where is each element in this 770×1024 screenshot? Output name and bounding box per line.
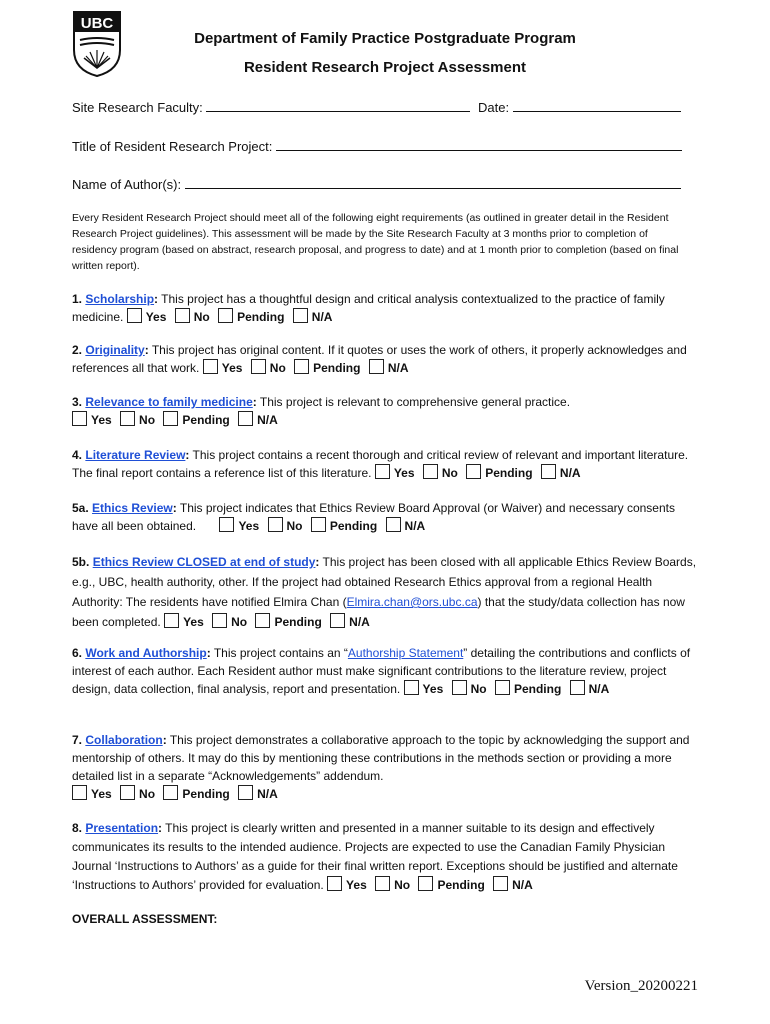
options-3: Yes No Pending N/A bbox=[72, 413, 283, 427]
na-checkbox[interactable] bbox=[570, 680, 585, 695]
yes-checkbox[interactable] bbox=[72, 411, 87, 426]
requirement-1: 1. Scholarship: This project has a thoughtful design and critical analysis contextualized to the practice of family medicine. Yes No Pending N/A bbox=[72, 292, 665, 324]
yes-checkbox[interactable] bbox=[327, 876, 342, 891]
site-faculty-input[interactable] bbox=[206, 99, 470, 112]
no-checkbox[interactable] bbox=[251, 359, 266, 374]
pending-checkbox[interactable] bbox=[311, 517, 326, 532]
pending-checkbox[interactable] bbox=[495, 680, 510, 695]
no-checkbox[interactable] bbox=[120, 411, 135, 426]
na-checkbox[interactable] bbox=[386, 517, 401, 532]
overall-assessment-heading: OVERALL ASSESSMENT: bbox=[72, 912, 218, 926]
no-checkbox[interactable] bbox=[120, 785, 135, 800]
date-label: Date: bbox=[478, 100, 510, 115]
ethics-review-link[interactable]: Ethics Review bbox=[92, 501, 173, 515]
scholarship-link[interactable]: Scholarship bbox=[85, 292, 155, 306]
requirement-2: 2. Originality: This project has original content. If it quotes or uses the work of others, it properly acknowledges and references all that work. Yes No Pending N/A bbox=[72, 343, 687, 375]
requirement-6: 6. Work and Authorship: This project contains an “Authorship Statement” detailing the contributions and conflicts of interest of each author. Each Resident author must make significant contributions to the literature review, project design, data collection, final analysis, report and presentation. Yes No Pending N/A bbox=[72, 646, 691, 696]
yes-checkbox[interactable] bbox=[72, 785, 87, 800]
pending-checkbox[interactable] bbox=[163, 785, 178, 800]
pending-checkbox[interactable] bbox=[255, 613, 270, 628]
authors-row bbox=[72, 176, 681, 192]
yes-checkbox[interactable] bbox=[127, 308, 142, 323]
version-label: Version_20200221 bbox=[584, 978, 698, 994]
options-6: Yes No Pending N/A bbox=[404, 682, 615, 696]
options-2: Yes No Pending N/A bbox=[203, 361, 414, 375]
requirement-4: 4. Literature Review: This project contains a recent thorough and critical review of relevant and important literature. The final report contains a reference list of this literature. Yes No Pending N/A bbox=[72, 448, 689, 480]
na-checkbox[interactable] bbox=[493, 876, 508, 891]
requirement-5a: 5a. Ethics Review: This project indicates that Ethics Review Board Approval (or Waiver) and necessary consents have all been obtained. Yes No Pending N/A bbox=[72, 501, 675, 533]
options-5a: Yes No Pending N/A bbox=[219, 519, 430, 533]
options-5b: Yes No Pending N/A bbox=[164, 615, 375, 629]
no-checkbox[interactable] bbox=[212, 613, 227, 628]
no-checkbox[interactable] bbox=[175, 308, 190, 323]
site-faculty-row bbox=[72, 99, 681, 115]
options-8: Yes No Pending N/A bbox=[327, 878, 538, 892]
authors-input[interactable] bbox=[185, 176, 681, 189]
na-checkbox[interactable] bbox=[293, 308, 308, 323]
requirement-8: 8. Presentation: This project is clearly written and presented in a manner suitable to its design and effectively communicates its results to the intended audience. Projects are expected to use the Canadian Family Physician Journal ‘Instructions to Authors’ as a guide for their final written report. Exceptions should be justified and alternate ‘Instructions to Authors’ provided for evaluation. Yes No Pending N/A bbox=[72, 821, 678, 892]
date-input[interactable] bbox=[513, 99, 681, 112]
na-checkbox[interactable] bbox=[238, 785, 253, 800]
authors-label: Name of Author(s): bbox=[72, 177, 182, 192]
pending-checkbox[interactable] bbox=[163, 411, 178, 426]
document-subtitle: Resident Research Project Assessment bbox=[243, 59, 527, 76]
no-checkbox[interactable] bbox=[423, 464, 438, 479]
work-authorship-link[interactable]: Work and Authorship bbox=[85, 646, 207, 660]
authorship-statement-link[interactable]: Authorship Statement bbox=[347, 646, 464, 660]
yes-checkbox[interactable] bbox=[375, 464, 390, 479]
pending-checkbox[interactable] bbox=[218, 308, 233, 323]
requirement-3: 3. Relevance to family medicine: This project is relevant to comprehensive general practice. Yes No Pending N/A bbox=[72, 395, 571, 427]
pending-checkbox[interactable] bbox=[294, 359, 309, 374]
na-checkbox[interactable] bbox=[369, 359, 384, 374]
literature-review-link[interactable]: Literature Review bbox=[85, 448, 186, 462]
presentation-link[interactable]: Presentation bbox=[85, 821, 159, 835]
na-checkbox[interactable] bbox=[238, 411, 253, 426]
pending-checkbox[interactable] bbox=[466, 464, 481, 479]
pending-checkbox[interactable] bbox=[418, 876, 433, 891]
svg-text:UBC: UBC bbox=[80, 15, 114, 32]
no-checkbox[interactable] bbox=[268, 517, 283, 532]
options-1: Yes No Pending N/A bbox=[127, 310, 338, 324]
na-checkbox[interactable] bbox=[541, 464, 556, 479]
title-label: Title of Resident Research Project: bbox=[72, 139, 273, 154]
yes-checkbox[interactable] bbox=[219, 517, 234, 532]
no-checkbox[interactable] bbox=[375, 876, 390, 891]
yes-checkbox[interactable] bbox=[404, 680, 419, 695]
no-checkbox[interactable] bbox=[452, 680, 467, 695]
requirement-5b: 5b. Ethics Review CLOSED at end of study: This project has been closed with all applicable Ethics Review Boards, e.g., UBC, health authority, other. If the project had obtained Research Ethics approval from a regional Health Authority: The residents have notified Elmira Chan (Elmira.chan@ors.ubc.ca) that the study/data collection has now been completed. Yes No Pending N/A bbox=[72, 555, 697, 629]
options-4: Yes No Pending N/A bbox=[375, 466, 586, 480]
relevance-link[interactable]: Relevance to family medicine bbox=[85, 395, 253, 409]
intro-paragraph: Every Resident Research Project should meet all of the following eight requirements (as outlined in greater detail in the Resident Research Project guidelines). This assessment will be made by the Site Research Faculty at 3 months prior to completion of residency program (based on abstract, research proposal, and progress to date) and at 1 month prior to completion (based on final written report). bbox=[72, 212, 679, 272]
originality-link[interactable]: Originality bbox=[85, 343, 145, 357]
document-title: Department of Family Practice Postgraduate Program bbox=[194, 30, 576, 47]
yes-checkbox[interactable] bbox=[203, 359, 218, 374]
collaboration-link[interactable]: Collaboration bbox=[85, 733, 163, 747]
options-7: Yes No Pending N/A bbox=[72, 787, 283, 801]
title-input[interactable] bbox=[276, 138, 682, 151]
yes-checkbox[interactable] bbox=[164, 613, 179, 628]
email-link[interactable]: Elmira.chan@ors.ubc.ca bbox=[346, 595, 478, 609]
na-checkbox[interactable] bbox=[330, 613, 345, 628]
title-row bbox=[72, 138, 682, 154]
site-faculty-label: Site Research Faculty: bbox=[72, 100, 203, 115]
requirement-7: 7. Collaboration: This project demonstrates a collaborative approach to the topic by acknowledging the support and mentorship of others. It may do this by mentioning these contributions in the methods section or providing a more detailed list in a separate “Acknowledgements” addendum. Yes No Pending N/A bbox=[72, 733, 690, 801]
ethics-review-closed-link[interactable]: Ethics Review CLOSED at end of study bbox=[92, 555, 316, 569]
